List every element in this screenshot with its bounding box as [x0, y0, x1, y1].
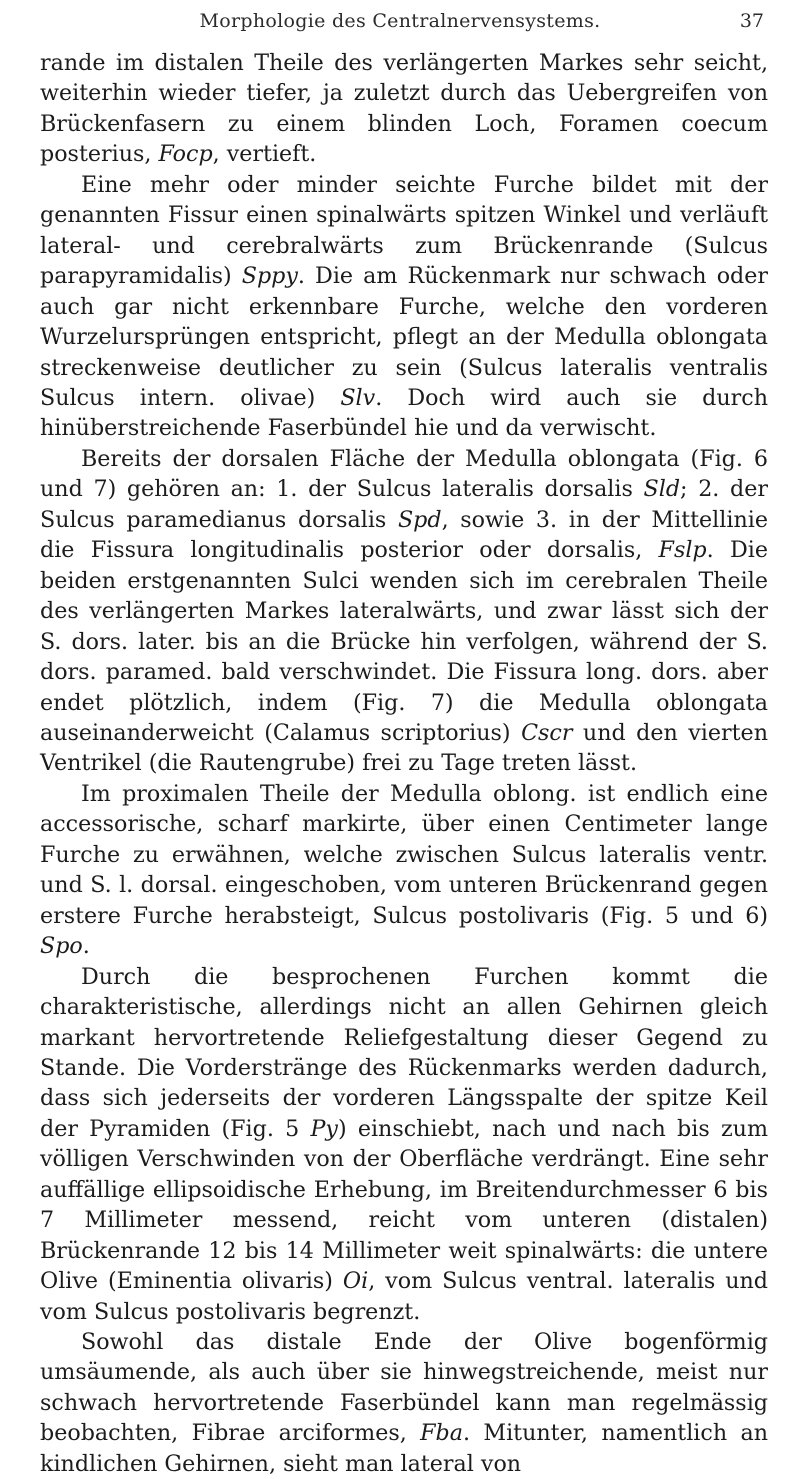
figure-abbreviation: Sld — [643, 476, 681, 503]
text-run: . Die am Rückenmark nur schwach oder auch gar nicht erkennbare Furche, welche den vorderen Wurzelursprüngen entspricht, pflegt an der Medulla oblongata streckenweise deutlicher zu sein (Sulcus lateralis ventralis Sulcus intern. olivae) — [40, 263, 768, 411]
text-run: Sowohl das distale Ende der Olive bogenförmig umsäumende, als auch über sie hinwegstreichende, meist nur schwach hervortretende Faserbündel kann man regelmässig beobachten, Fibrae arciformes, — [40, 1329, 768, 1447]
figure-abbreviation: Focp — [158, 141, 213, 168]
text-run: . — [82, 933, 90, 960]
text-run: . Mitunter, namentlich an kindlichen Gehirnen, sieht man lateral von — [40, 1420, 768, 1477]
running-title: Morphologie des Centralnervensystems. — [199, 10, 601, 32]
text-run: ) einschiebt, nach und nach bis zum völligen Verschwinden von der Oberfläche verdrängt. Eine sehr auffällige ellipsoidische Erhebung, im Breitendurchmesser 6 bis 7 Millimeter messend, reicht vom unteren (distalen) Brückenrande 12 bis 14 Millimeter weit spinalwärts: die untere Olive (Eminentia olivaris) — [40, 1115, 768, 1295]
text-run: Eine mehr oder minder seichte Furche bildet mit der genannten Fissur einen spinalwärts spitzen Winkel und verläuft lateral- und cerebralwärts zum Brückenrande (Sulcus parapyramidalis) — [40, 171, 768, 290]
page-number: 37 — [739, 10, 764, 32]
paragraph — [40, 444, 768, 779]
figure-abbreviation: Spd — [397, 506, 442, 533]
figure-abbreviation: Oi — [342, 1268, 369, 1295]
text-run: und den vierten Ventrikel (die Rautengrube) frei zu Tage treten lässt. — [40, 719, 768, 777]
paragraph — [40, 779, 768, 962]
paragraph — [40, 170, 768, 444]
paragraph — [40, 48, 768, 170]
paragraph — [40, 1327, 768, 1479]
body-text — [40, 48, 768, 1479]
paragraph — [40, 962, 768, 1327]
figure-abbreviation: Py — [310, 1115, 338, 1142]
text-run: rande im distalen Theile des verlängerten Markes sehr seicht, weiterhin wieder tiefer, ja zuletzt durch das Uebergreifen von Brückenfasern zu einem blinden Loch, Foramen coecum posterius, — [40, 50, 768, 168]
figure-abbreviation: Sppy — [241, 263, 298, 290]
text-run: , vom Sulcus ventral. lateralis und vom Sulcus postolivaris begrenzt. — [40, 1268, 769, 1325]
text-run: , vertieft. — [212, 141, 317, 168]
text-run: . Die beiden erstgenannten Sulci wenden sich im cerebralen Theile des verlängerten Markes lateralwärts, und zwar lässt sich der S. dors. later. bis an die Brücke hin verfolgen, während der S. dors. paramed. bald verschwindet. Die Fissura long. dors. aber endet plötzlich, indem (Fig. 7) die Medulla oblongata auseinanderweicht (Calamus scriptorius) — [40, 537, 768, 746]
page-header — [0, 10, 800, 40]
figure-abbreviation: Cscr — [521, 719, 573, 746]
text-run: Durch die besprochenen Furchen kommt die charakteristische, allerdings nicht an allen Gehirnen gleich markant hervortretende Reliefgestaltung dieser Gegend zu Stande. Die Vorderstränge des Rückenmarks werden dadurch, dass sich jederseits der vorderen Längsspalte der spitze Keil der Pyramiden (Fig. 5 — [40, 963, 768, 1142]
text-run: , sowie 3. in der Mittellinie die Fissura longitudinalis posterior oder dorsalis, — [40, 506, 768, 564]
figure-abbreviation: Fslp — [658, 537, 707, 564]
figure-abbreviation: Slv — [340, 384, 376, 411]
text-run: . Doch wird auch sie durch hinüberstreichende Faserbündel hie und da verwischt. — [40, 384, 768, 442]
figure-abbreviation: Spo — [40, 933, 83, 960]
text-run: Im proximalen Theile der Medulla oblong. ist endlich eine accessorische, scharf markirte, über einen Centimeter lange Furche zu erwähnen, welche zwischen Sulcus lateralis ventr. und S. l. dorsal. eingeschoben, vom unteren Brückenrand gegen erstere Furche herabsteigt, Sulcus postolivaris (Fig. 5 und 6) — [40, 780, 768, 929]
text-run: Bereits der dorsalen Fläche der Medulla oblongata (Fig. 6 und 7) gehören an: 1. der Sulcus lateralis dorsalis — [40, 445, 768, 503]
figure-abbreviation: Fba — [420, 1420, 463, 1447]
text-run: ; 2. der Sulcus paramedianus dorsalis — [40, 476, 768, 533]
